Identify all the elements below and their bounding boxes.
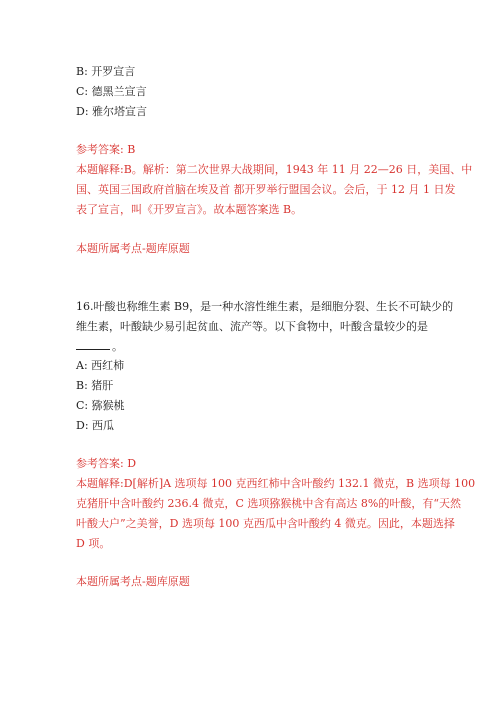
q15-explanation-line-1: 本题解释:B。解析：第二次世界大战期间，1943 年 11 月 22—26 日，美国、中 <box>76 163 473 176</box>
q16-stem-line-2: 维生素，叶酸缺少易引起贫血、流产等。以下食物中，叶酸含量较少的是 <box>76 320 428 333</box>
q15-explanation-line-2: 国、英国三国政府首脑在埃及首 都开罗举行盟国会议。会后，于 12 月 1 日发 <box>76 183 456 196</box>
q16-stem-line-3 <box>76 340 123 354</box>
q16-explanation-line-4: D 项。 <box>76 537 111 550</box>
q16-option-d: D: 西瓜 <box>76 419 115 432</box>
q15-explanation-line-3: 表了宣言，叫《开罗宣言》。故本题答案选 B。 <box>76 203 303 216</box>
q15-answer: 参考答案: B <box>76 143 136 156</box>
q16-explanation-line-1: 本题解释:D[解析]A 选项每 100 克西红柿中含叶酸约 132.1 微克，B 选项每 100 <box>76 477 476 490</box>
q16-option-b: B: 猪肝 <box>76 379 114 392</box>
q16-explanation-line-3: 叶酸大户”之美誉，D 选项每 100 克西瓜中含叶酸约 4 微克。因此，本题选择 <box>76 517 455 530</box>
q16-stem-end: 。 <box>112 340 123 353</box>
q15-option-b: B: 开罗宣言 <box>76 65 136 78</box>
q16-option-a: A: 西红柿 <box>76 359 125 372</box>
q16-answer: 参考答案: D <box>76 457 137 470</box>
q16-option-c: C: 猕猴桃 <box>76 399 125 412</box>
q16-source: 本题所属考点-题库原题 <box>76 575 190 588</box>
q15-option-d: D: 雅尔塔宣言 <box>76 105 148 118</box>
q16-explanation-line-2: 克猪肝中含叶酸约 236.4 微克，C 选项猕猴桃中含有高达 8%的叶酸，有“天然 <box>76 497 461 510</box>
answer-blank <box>76 349 110 350</box>
q15-source: 本题所属考点-题库原题 <box>76 242 190 255</box>
q16-stem-line-1: 16.叶酸也称维生素 B9，是一种水溶性维生素，是细胞分裂、生长不可缺少的 <box>76 300 454 313</box>
q15-option-c: C: 德黑兰宣言 <box>76 85 147 98</box>
